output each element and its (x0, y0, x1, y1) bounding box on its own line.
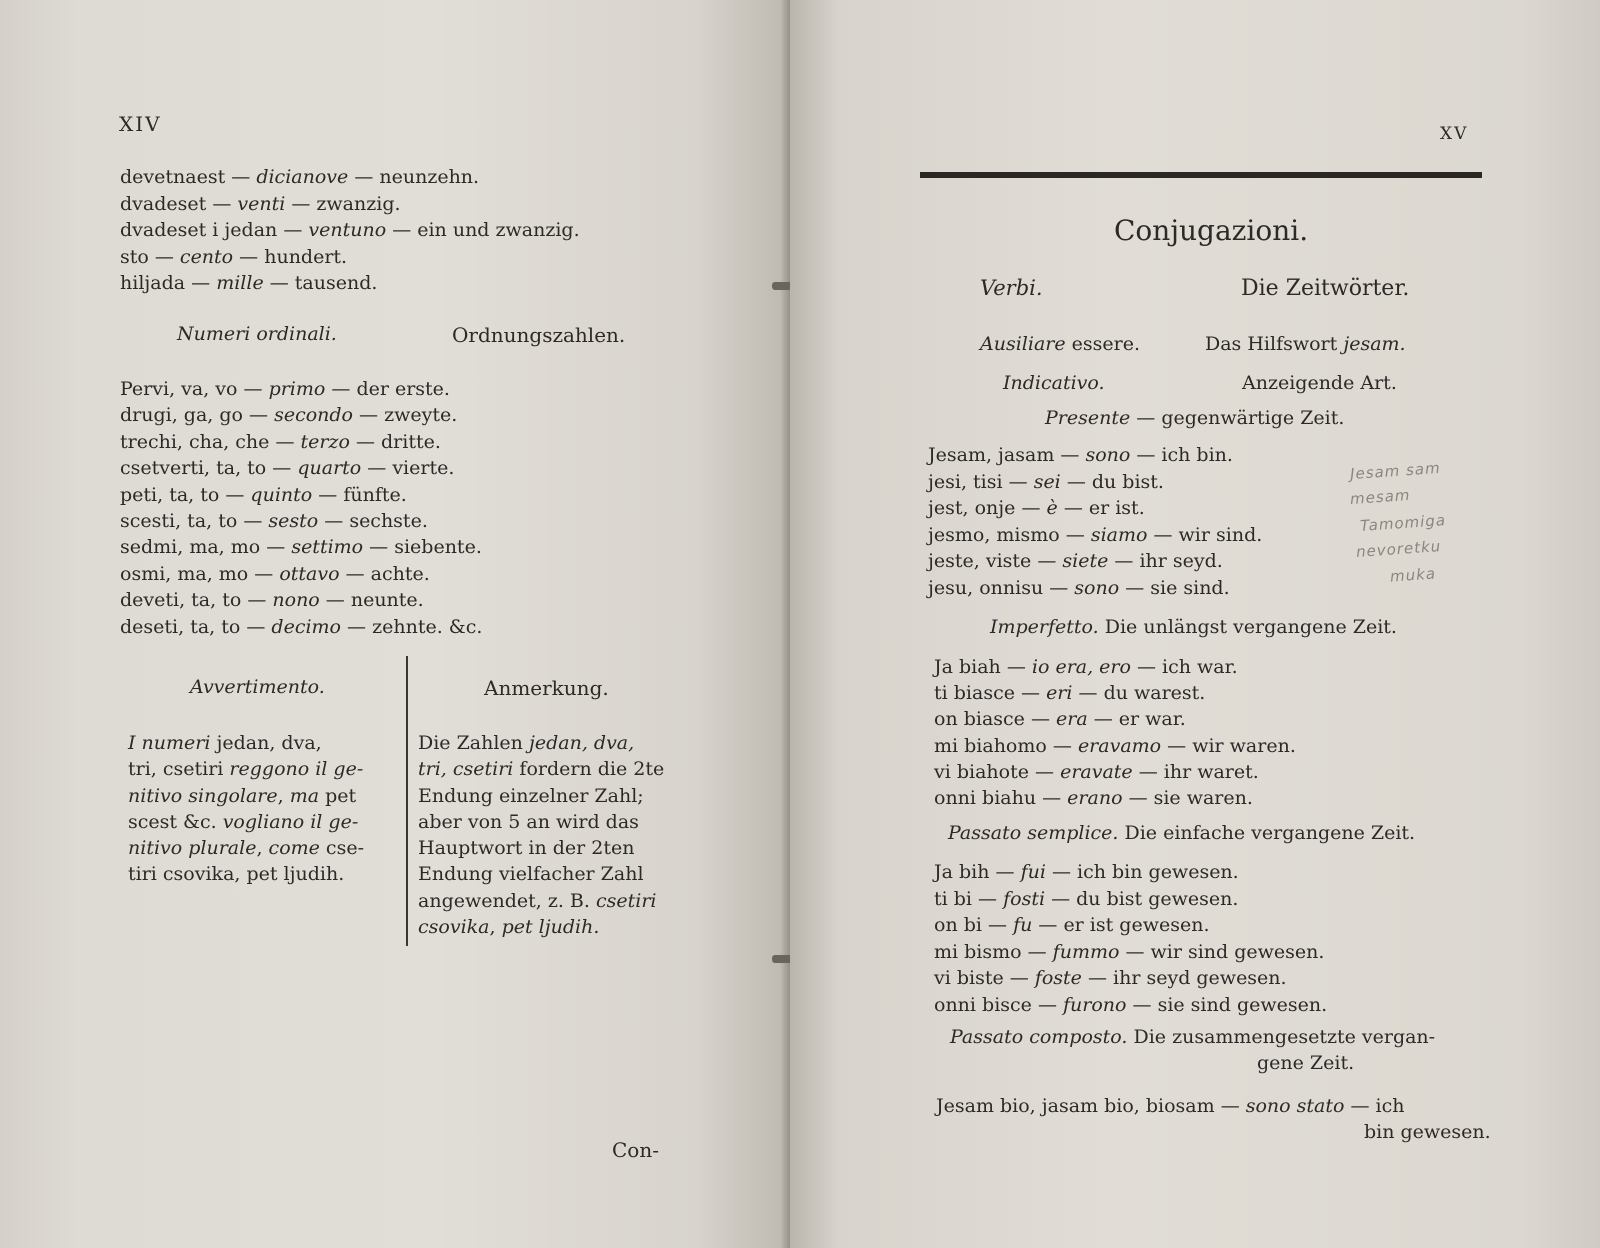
german-term: sie waren. (1153, 787, 1253, 809)
german-term: fünfte. (343, 483, 407, 506)
dash: — (243, 378, 263, 400)
vocab-row (934, 682, 1205, 704)
vocab-row (928, 577, 1230, 599)
german-term: wir sind gewesen. (1150, 940, 1325, 963)
note-segment: , (489, 916, 502, 939)
german-term: hundert. (264, 245, 348, 268)
slavic-term: jeste, viste (928, 550, 1032, 573)
italian-term: foste (1034, 967, 1082, 990)
note-line (418, 783, 686, 809)
note-segment: pet ljudih. (501, 916, 600, 939)
italian-term: terzo (300, 430, 350, 453)
dash: — (1049, 577, 1069, 599)
dash: — (266, 536, 286, 559)
composto-heading-cont: gene Zeit. (1257, 1052, 1355, 1074)
handwritten-line: nevoretku (1355, 537, 1442, 561)
italian-term: sesto (268, 510, 319, 532)
dash: — (275, 430, 295, 453)
slavic-term: Ja biah (934, 656, 1001, 678)
note-line (418, 756, 686, 782)
italian-term: venti (237, 192, 286, 215)
german-term: sie sind gewesen. (1157, 994, 1328, 1016)
german-term: ein und zwanzig. (417, 219, 580, 241)
vocab-row (934, 656, 1238, 678)
slavic-term: jesmo, mismo (928, 523, 1060, 546)
note-segment: jedan, dva, (210, 732, 322, 754)
vocab-row (934, 735, 1296, 757)
slavic-term: ti bi (934, 887, 972, 910)
header-rule (920, 172, 1482, 178)
italian-term: dicianove (256, 166, 349, 188)
slavic-term: deveti, ta, to (120, 589, 242, 612)
italian-term: furono (1063, 994, 1127, 1016)
dash: — (1167, 734, 1187, 757)
dash: — (347, 615, 367, 638)
slavic-term: trechi, cha, che (120, 430, 270, 453)
vocab-row (120, 219, 580, 241)
vocab-row (120, 246, 347, 268)
german-term: neunte. (350, 589, 424, 612)
dash: — (1051, 861, 1071, 883)
dash: — (1136, 444, 1156, 466)
italian-term: ventuno (308, 219, 387, 241)
italian-term: quarto (297, 457, 362, 480)
italian-term: nono (272, 589, 320, 612)
dash: — (1132, 994, 1152, 1016)
dash: — (1125, 940, 1145, 963)
verbi-heading-it: Verbi. (980, 276, 1043, 300)
italian-term: primo (268, 378, 326, 400)
dash: — (1114, 550, 1134, 573)
vocab-row (934, 994, 1327, 1016)
german-term: ich bin gewesen. (1077, 861, 1239, 883)
dash: — (1037, 550, 1057, 573)
german-term: vierte. (392, 457, 455, 480)
vocab-row (120, 563, 430, 585)
note-heading-de: Anmerkung. (484, 676, 609, 700)
slavic-term: jest, onje (928, 497, 1016, 520)
vocab-row (934, 967, 1287, 989)
italian-term: mille (216, 272, 264, 294)
italian-term: siete (1062, 550, 1109, 573)
german-term: du warest. (1103, 682, 1206, 705)
vocab-row (120, 510, 428, 532)
dash: — (1037, 994, 1057, 1016)
dash: — (354, 166, 374, 188)
note-divider (406, 656, 408, 946)
dash: — (1138, 760, 1158, 783)
note-line (128, 730, 394, 756)
note-segment: reggono il ge- (229, 758, 364, 781)
italian-term: settimo (291, 536, 364, 559)
german-term: tausend. (294, 272, 378, 294)
slavic-term: drugi, ga, go (120, 404, 243, 427)
dash: — (1030, 708, 1050, 731)
slavic-term: on bi (934, 914, 982, 937)
dash: — (1078, 682, 1098, 705)
dash: — (392, 219, 412, 241)
dash: — (324, 510, 344, 532)
note-segment: come (268, 837, 320, 860)
imperfetto-heading: Imperfetto. Die unlängst vergangene Zeit. (990, 616, 1397, 638)
german-term: ihr waret. (1163, 760, 1259, 783)
german-term: sechste. (349, 510, 428, 532)
german-term: achte. (370, 562, 430, 585)
dash: — (978, 887, 998, 910)
vocab-row (928, 444, 1233, 466)
composto-line: Jesam bio, jasam bio, biosam — sono stato — ich (936, 1095, 1405, 1117)
dash: — (1128, 787, 1148, 809)
dash: — (246, 615, 266, 638)
italian-term: sei (1033, 470, 1061, 493)
italian-term: era (1056, 708, 1088, 731)
mood-heading-de: Anzeigende Art. (1242, 372, 1397, 394)
italian-term: secondo (274, 404, 353, 427)
note-heading-it: Avvertimento. (190, 676, 325, 698)
dash: — (1063, 497, 1083, 520)
italian-term: cento (179, 245, 234, 268)
dash: — (225, 483, 245, 506)
left-page (0, 0, 790, 1248)
vocab-row (934, 914, 1210, 936)
slavic-term: vi biahote (934, 760, 1029, 783)
note-segment: Endung einzelner Zahl; (418, 784, 644, 807)
dash: — (231, 166, 251, 188)
vocab-row (120, 272, 377, 294)
slavic-term: hiljada (120, 272, 186, 294)
german-term: du bist. (1091, 470, 1164, 493)
vocab-row (934, 787, 1253, 809)
note-line (128, 783, 394, 809)
slavic-term: scesti, ta, to (120, 510, 238, 532)
dash: — (1038, 914, 1058, 937)
dash: — (1125, 577, 1145, 599)
note-line (128, 756, 394, 782)
dash: — (1137, 656, 1156, 678)
note-segment: tri, csetiri (128, 758, 230, 781)
dash: — (1093, 708, 1113, 731)
note-segment: csovika (418, 916, 490, 939)
german-term: du bist gewesen. (1076, 887, 1239, 910)
italian-term: fummo (1052, 940, 1120, 963)
slavic-term: dvadeset i jedan (120, 219, 278, 241)
slavic-term: osmi, ma, mo (120, 562, 249, 585)
slavic-term: dvadeset (120, 192, 207, 215)
vocab-row (928, 550, 1223, 572)
dash: — (1087, 967, 1107, 990)
catchword: Con- (612, 1138, 659, 1162)
vocab-row (120, 431, 441, 453)
note-segment: scest &c. (128, 810, 223, 833)
dash: — (367, 457, 387, 480)
note-segment: tri, csetiri (418, 758, 514, 781)
note-line (128, 809, 394, 835)
vocab-row (120, 536, 482, 558)
ordinal-heading-it: Numeri ordinali. (177, 323, 337, 345)
slavic-term: ti biasce (934, 682, 1015, 705)
italian-term: siamo (1090, 523, 1148, 546)
dash: — (1006, 656, 1026, 678)
dash: — (212, 192, 232, 215)
dash: — (1027, 940, 1047, 963)
german-term: neunzehn. (379, 166, 480, 188)
german-term: er war. (1118, 708, 1186, 731)
slavic-term: onni biahu (934, 787, 1037, 809)
composto-line-cont: bin gewesen. (1364, 1121, 1491, 1143)
dash: — (1051, 887, 1071, 910)
note-segment: I numeri (128, 732, 211, 754)
presente-heading: Presente — gegenwärtige Zeit. (1045, 407, 1345, 429)
left-folio: XIV (119, 112, 162, 136)
dash: — (254, 562, 274, 585)
vocab-row (120, 589, 424, 611)
note-segment: jedan, dva, (528, 732, 635, 754)
slavic-term: Ja bih (934, 861, 990, 883)
semplice-heading: Passato semplice. Die einfache vergangene Zeit. (948, 822, 1416, 844)
note-segment: angewendet, z. B. (418, 889, 596, 912)
note-segment: pet (319, 784, 357, 807)
vocab-row (934, 761, 1259, 783)
note-de (418, 730, 686, 940)
vocab-row (120, 193, 401, 215)
dash: — (1021, 682, 1041, 705)
note-segment: , (256, 837, 269, 860)
note-segment: Endung vielfacher Zahl (418, 863, 644, 886)
dash: — (995, 861, 1015, 883)
handwritten-line: muka (1389, 564, 1437, 586)
dash: — (1060, 444, 1080, 466)
composto-heading: Passato composto. Die zusammengesetzte vergan- (950, 1026, 1436, 1048)
right-folio: XV (1440, 124, 1469, 144)
german-term: wir sind. (1178, 523, 1263, 546)
dash: — (243, 510, 263, 532)
slavic-term: onni bisce (934, 994, 1032, 1016)
vocab-row (928, 471, 1164, 493)
dash: — (1035, 760, 1055, 783)
slavic-term: sedmi, ma, mo (120, 536, 261, 559)
italian-term: è (1046, 497, 1058, 520)
german-term: dritte. (381, 430, 441, 453)
german-term: sie sind. (1150, 577, 1230, 599)
italian-term: sono (1085, 444, 1131, 466)
dash: — (1065, 523, 1085, 546)
dash: — (249, 404, 269, 427)
italian-term: fu (1013, 914, 1033, 937)
italian-term: eri (1046, 682, 1073, 705)
german-term: er ist gewesen. (1063, 914, 1210, 937)
italian-term: decimo (271, 615, 341, 638)
italian-term: erano (1067, 787, 1123, 809)
german-term: ihr seyd. (1139, 550, 1223, 573)
german-term: zweyte. (384, 404, 458, 427)
note-line (128, 835, 394, 861)
german-term: zehnte. &c. (372, 615, 483, 638)
dash: — (291, 192, 311, 215)
italian-term: ottavo (279, 562, 340, 585)
dash: — (369, 536, 389, 559)
vocab-row (928, 524, 1262, 546)
dash: — (355, 430, 375, 453)
note-line (418, 835, 686, 861)
dash: — (154, 245, 174, 268)
note-segment: Hauptwort in der 2ten (418, 837, 635, 860)
vocab-row (934, 941, 1324, 963)
german-term: ich war. (1162, 656, 1238, 678)
vocab-row (120, 378, 450, 400)
vocab-row (928, 497, 1145, 519)
vocab-row (120, 484, 407, 506)
vocab-row (120, 166, 479, 188)
note-line (128, 861, 394, 887)
italian-term: sono (1074, 577, 1120, 599)
slavic-term: Pervi, va, vo (120, 378, 238, 400)
slavic-term: mi bismo (934, 940, 1022, 963)
german-term: zwanzig. (316, 192, 401, 215)
german-term: der erste. (356, 378, 450, 400)
note-line (418, 861, 686, 887)
note-line (418, 914, 686, 940)
dash: — (191, 272, 211, 294)
aux-heading-de: Das Hilfswort jesam. (1205, 333, 1406, 355)
dash: — (272, 457, 292, 480)
slavic-term: vi biste (934, 967, 1004, 990)
note-segment: tiri csovika, pet ljudih. (128, 863, 345, 886)
italian-term: fosti (1003, 887, 1046, 910)
note-it (128, 730, 394, 888)
note-segment: , (277, 784, 290, 807)
section-title: Conjugazioni. (1114, 214, 1309, 247)
note-segment: nitivo plurale (128, 837, 257, 860)
vocab-row (934, 861, 1239, 883)
dash: — (1042, 787, 1062, 809)
dash: — (269, 272, 289, 294)
slavic-term: sto (120, 245, 149, 268)
slavic-term: csetverti, ta, to (120, 457, 267, 480)
note-segment: fordern die 2te (513, 758, 665, 781)
dash: — (1066, 470, 1086, 493)
note-segment: Die Zahlen (418, 732, 529, 754)
slavic-term: mi biahomo (934, 734, 1047, 757)
handwritten-line: Tamomiga (1359, 511, 1447, 535)
slavic-term: peti, ta, to (120, 483, 220, 506)
note-segment: cse- (319, 837, 364, 860)
dash: — (1009, 967, 1029, 990)
note-segment: ma (289, 784, 320, 807)
slavic-term: on biasce (934, 708, 1025, 731)
handwritten-line: mesam (1349, 485, 1412, 509)
dash: — (239, 245, 259, 268)
dash: — (1021, 497, 1041, 520)
note-segment: nitivo singolare (128, 784, 278, 807)
right-page (790, 0, 1600, 1248)
dash: — (988, 914, 1008, 937)
slavic-term: devetnaest (120, 166, 226, 188)
dash: — (345, 562, 365, 585)
mood-heading-it: Indicativo. (1003, 372, 1105, 394)
slavic-term: jesi, tisi (928, 470, 1003, 493)
german-term: siebente. (394, 536, 482, 559)
dash: — (247, 589, 267, 612)
dash: — (359, 404, 379, 427)
dash: — (331, 378, 351, 400)
note-segment: vogliano il ge- (222, 810, 359, 833)
vocab-row (120, 457, 454, 479)
vocab-row (120, 404, 457, 426)
dash: — (1153, 523, 1173, 546)
note-line (418, 888, 686, 914)
aux-heading-it: Ausiliare essere. (980, 333, 1140, 355)
vocab-row (934, 888, 1238, 910)
note-line (418, 730, 686, 756)
slavic-term: jesu, onnisu (928, 577, 1044, 599)
german-term: ich bin. (1161, 444, 1233, 466)
dash: — (318, 483, 338, 506)
handwritten-line: Jesam sam (1349, 458, 1442, 484)
note-line (418, 809, 686, 835)
italian-term: io era, ero (1031, 656, 1131, 678)
ordinal-heading-de: Ordnungszahlen. (452, 323, 626, 347)
dash: — (1008, 470, 1028, 493)
german-term: ihr seyd gewesen. (1113, 967, 1287, 990)
italian-term: eravamo (1077, 734, 1162, 757)
vocab-row (934, 708, 1186, 730)
dash: — (325, 589, 345, 612)
slavic-term: Jesam, jasam (928, 444, 1055, 466)
dash: — (283, 219, 303, 241)
vocab-row (120, 616, 482, 638)
dash: — (1052, 734, 1072, 757)
german-term: er ist. (1088, 497, 1145, 520)
italian-term: fui (1020, 861, 1046, 883)
german-term: wir waren. (1192, 734, 1296, 757)
slavic-term: deseti, ta, to (120, 615, 241, 638)
verbi-heading-de: Die Zeitwörter. (1241, 276, 1410, 301)
italian-term: quinto (250, 483, 313, 506)
note-segment: aber von 5 an wird das (418, 810, 639, 833)
note-segment: csetiri (595, 889, 657, 912)
italian-term: eravate (1060, 760, 1133, 783)
